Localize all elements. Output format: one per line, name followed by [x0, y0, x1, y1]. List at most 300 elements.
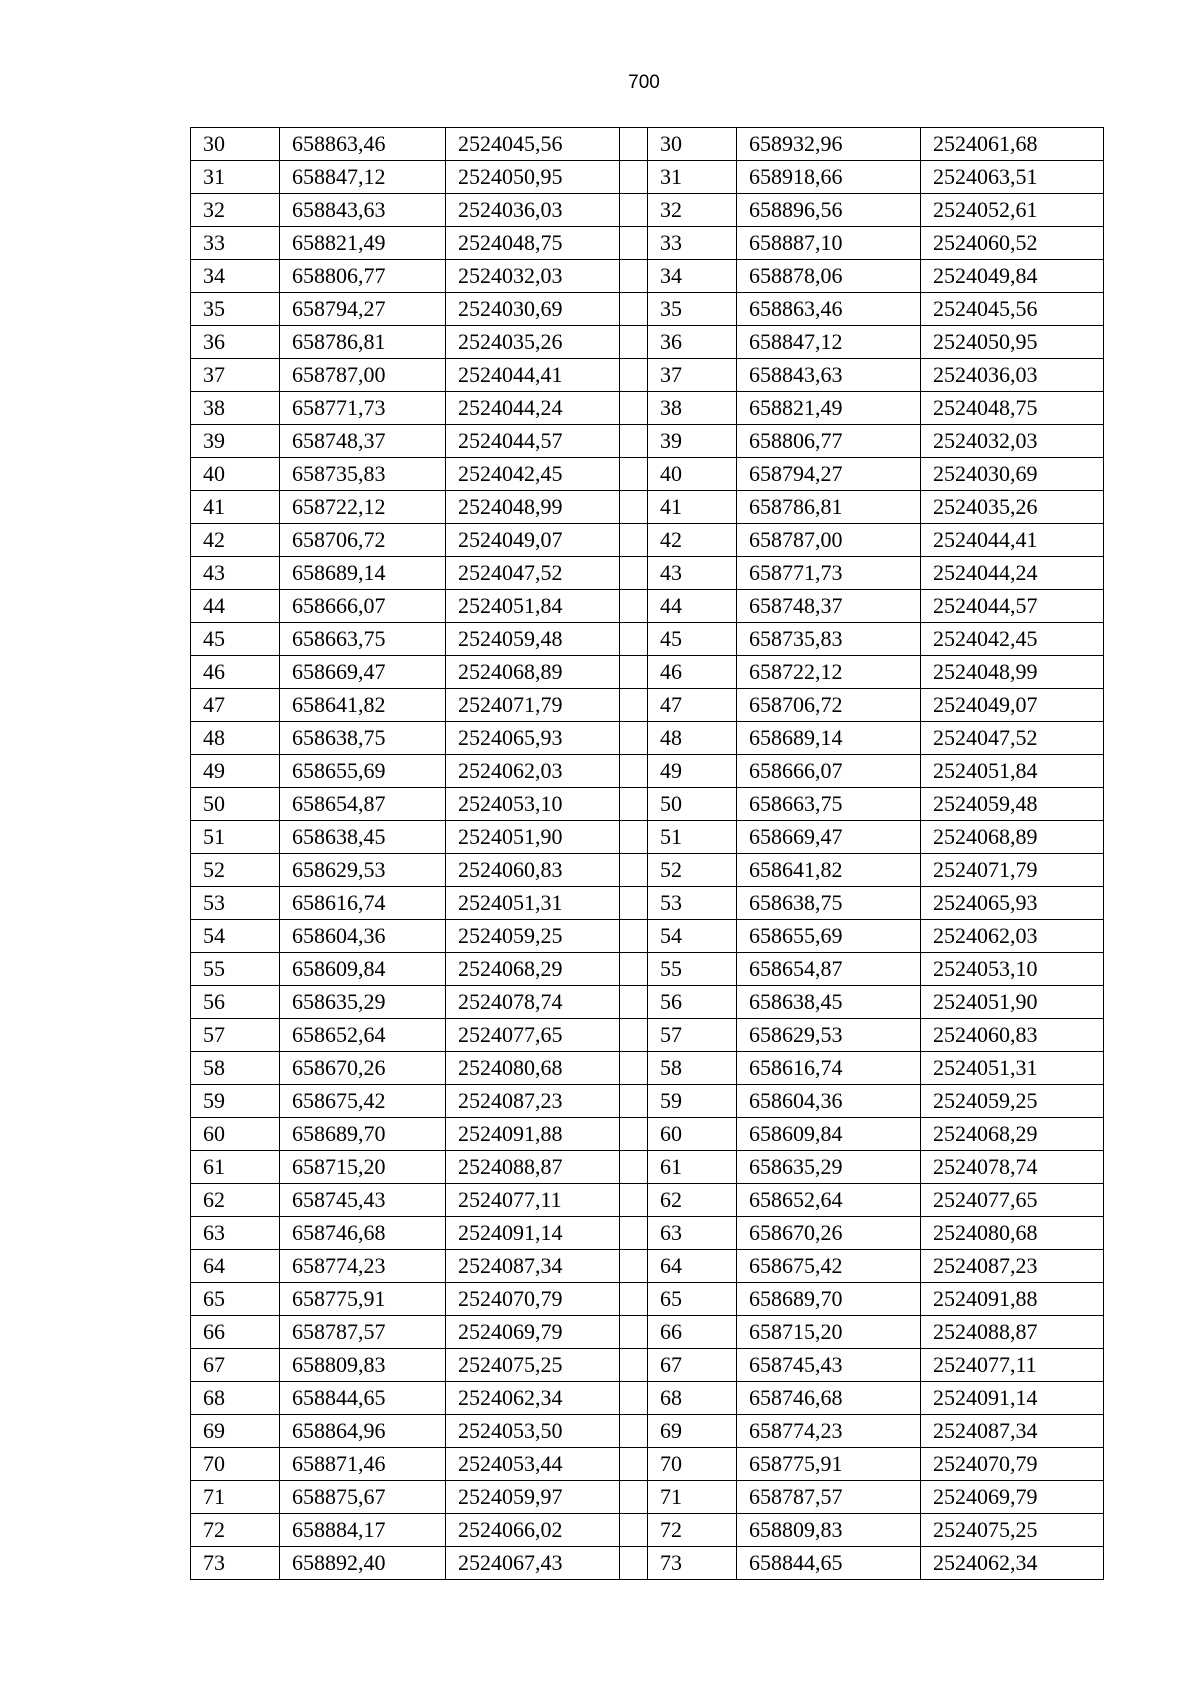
left-x-coordinate: 658864,96 [280, 1415, 446, 1448]
right-point-number: 32 [648, 194, 737, 227]
right-y-coordinate: 2524063,51 [921, 161, 1104, 194]
right-point-number: 62 [648, 1184, 737, 1217]
table-row [191, 1349, 1104, 1382]
left-x-coordinate: 658875,67 [280, 1481, 446, 1514]
left-y-coordinate: 2524062,03 [446, 755, 620, 788]
left-point-number: 50 [191, 788, 280, 821]
left-y-coordinate: 2524068,89 [446, 656, 620, 689]
left-x-coordinate: 658892,40 [280, 1547, 446, 1580]
right-x-coordinate: 658794,27 [737, 458, 921, 491]
table-row [191, 1217, 1104, 1250]
right-x-coordinate: 658806,77 [737, 425, 921, 458]
table-row [191, 458, 1104, 491]
left-x-coordinate: 658843,63 [280, 194, 446, 227]
right-point-number: 31 [648, 161, 737, 194]
right-point-number: 57 [648, 1019, 737, 1052]
table-row [191, 1448, 1104, 1481]
column-gap-cell [620, 1217, 648, 1250]
column-gap-cell [620, 425, 648, 458]
right-point-number: 66 [648, 1316, 737, 1349]
right-x-coordinate: 658878,06 [737, 260, 921, 293]
column-gap-cell [620, 887, 648, 920]
column-gap-cell [620, 491, 648, 524]
column-gap-cell [620, 1019, 648, 1052]
column-gap-cell [620, 260, 648, 293]
right-x-coordinate: 658735,83 [737, 623, 921, 656]
right-x-coordinate: 658663,75 [737, 788, 921, 821]
left-y-coordinate: 2524062,34 [446, 1382, 620, 1415]
right-x-coordinate: 658896,56 [737, 194, 921, 227]
left-point-number: 70 [191, 1448, 280, 1481]
right-x-coordinate: 658666,07 [737, 755, 921, 788]
table-row [191, 1085, 1104, 1118]
right-x-coordinate: 658774,23 [737, 1415, 921, 1448]
table-row [191, 491, 1104, 524]
left-point-number: 71 [191, 1481, 280, 1514]
table-row [191, 392, 1104, 425]
left-y-coordinate: 2524044,24 [446, 392, 620, 425]
left-y-coordinate: 2524091,14 [446, 1217, 620, 1250]
right-point-number: 38 [648, 392, 737, 425]
right-x-coordinate: 658775,91 [737, 1448, 921, 1481]
left-y-coordinate: 2524049,07 [446, 524, 620, 557]
right-y-coordinate: 2524068,89 [921, 821, 1104, 854]
right-y-coordinate: 2524065,93 [921, 887, 1104, 920]
left-point-number: 57 [191, 1019, 280, 1052]
right-point-number: 35 [648, 293, 737, 326]
left-y-coordinate: 2524051,31 [446, 887, 620, 920]
table-row [191, 1184, 1104, 1217]
table-row [191, 1283, 1104, 1316]
table-row [191, 1415, 1104, 1448]
left-point-number: 40 [191, 458, 280, 491]
right-point-number: 70 [648, 1448, 737, 1481]
right-point-number: 63 [648, 1217, 737, 1250]
right-y-coordinate: 2524042,45 [921, 623, 1104, 656]
left-y-coordinate: 2524030,69 [446, 293, 620, 326]
right-point-number: 43 [648, 557, 737, 590]
coordinates-table [190, 127, 1104, 1580]
left-y-coordinate: 2524047,52 [446, 557, 620, 590]
right-x-coordinate: 658887,10 [737, 227, 921, 260]
left-x-coordinate: 658638,75 [280, 722, 446, 755]
left-point-number: 56 [191, 986, 280, 1019]
right-x-coordinate: 658609,84 [737, 1118, 921, 1151]
left-point-number: 61 [191, 1151, 280, 1184]
column-gap-cell [620, 623, 648, 656]
right-point-number: 52 [648, 854, 737, 887]
left-point-number: 59 [191, 1085, 280, 1118]
left-y-coordinate: 2524088,87 [446, 1151, 620, 1184]
column-gap-cell [620, 1151, 648, 1184]
right-y-coordinate: 2524061,68 [921, 128, 1104, 161]
column-gap-cell [620, 1448, 648, 1481]
left-point-number: 35 [191, 293, 280, 326]
right-x-coordinate: 658722,12 [737, 656, 921, 689]
left-x-coordinate: 658787,57 [280, 1316, 446, 1349]
left-x-coordinate: 658748,37 [280, 425, 446, 458]
left-y-coordinate: 2524044,57 [446, 425, 620, 458]
table-row [191, 854, 1104, 887]
right-x-coordinate: 658847,12 [737, 326, 921, 359]
column-gap-cell [620, 953, 648, 986]
left-x-coordinate: 658666,07 [280, 590, 446, 623]
left-x-coordinate: 658787,00 [280, 359, 446, 392]
right-y-coordinate: 2524051,31 [921, 1052, 1104, 1085]
left-point-number: 62 [191, 1184, 280, 1217]
left-point-number: 46 [191, 656, 280, 689]
left-y-coordinate: 2524087,34 [446, 1250, 620, 1283]
left-y-coordinate: 2524077,65 [446, 1019, 620, 1052]
column-gap-cell [620, 986, 648, 1019]
right-x-coordinate: 658652,64 [737, 1184, 921, 1217]
column-gap-cell [620, 1547, 648, 1580]
table-row [191, 1151, 1104, 1184]
right-y-coordinate: 2524044,57 [921, 590, 1104, 623]
right-x-coordinate: 658689,70 [737, 1283, 921, 1316]
right-x-coordinate: 658715,20 [737, 1316, 921, 1349]
right-point-number: 67 [648, 1349, 737, 1382]
left-point-number: 54 [191, 920, 280, 953]
table-row [191, 1481, 1104, 1514]
column-gap-cell [620, 458, 648, 491]
right-x-coordinate: 658787,57 [737, 1481, 921, 1514]
table-row [191, 1118, 1104, 1151]
column-gap-cell [620, 1085, 648, 1118]
column-gap-cell [620, 1283, 648, 1316]
right-y-coordinate: 2524077,11 [921, 1349, 1104, 1382]
left-x-coordinate: 658821,49 [280, 227, 446, 260]
page-number: 700 [628, 72, 660, 93]
left-x-coordinate: 658775,91 [280, 1283, 446, 1316]
right-point-number: 45 [648, 623, 737, 656]
table-row [191, 887, 1104, 920]
left-y-coordinate: 2524045,56 [446, 128, 620, 161]
right-x-coordinate: 658669,47 [737, 821, 921, 854]
left-x-coordinate: 658654,87 [280, 788, 446, 821]
right-point-number: 36 [648, 326, 737, 359]
left-point-number: 38 [191, 392, 280, 425]
table-row [191, 1514, 1104, 1547]
table-row [191, 623, 1104, 656]
right-point-number: 72 [648, 1514, 737, 1547]
left-x-coordinate: 658663,75 [280, 623, 446, 656]
table-row [191, 524, 1104, 557]
left-x-coordinate: 658806,77 [280, 260, 446, 293]
left-y-coordinate: 2524087,23 [446, 1085, 620, 1118]
right-x-coordinate: 658638,75 [737, 887, 921, 920]
right-y-coordinate: 2524044,24 [921, 557, 1104, 590]
left-point-number: 33 [191, 227, 280, 260]
right-y-coordinate: 2524032,03 [921, 425, 1104, 458]
right-x-coordinate: 658787,00 [737, 524, 921, 557]
right-point-number: 46 [648, 656, 737, 689]
right-y-coordinate: 2524078,74 [921, 1151, 1104, 1184]
right-y-coordinate: 2524048,99 [921, 656, 1104, 689]
left-y-coordinate: 2524068,29 [446, 953, 620, 986]
left-y-coordinate: 2524059,48 [446, 623, 620, 656]
left-x-coordinate: 658669,47 [280, 656, 446, 689]
right-y-coordinate: 2524051,84 [921, 755, 1104, 788]
left-x-coordinate: 658844,65 [280, 1382, 446, 1415]
right-x-coordinate: 658604,36 [737, 1085, 921, 1118]
right-point-number: 41 [648, 491, 737, 524]
right-y-coordinate: 2524060,52 [921, 227, 1104, 260]
right-point-number: 59 [648, 1085, 737, 1118]
left-x-coordinate: 658745,43 [280, 1184, 446, 1217]
left-y-coordinate: 2524059,25 [446, 920, 620, 953]
left-point-number: 44 [191, 590, 280, 623]
left-x-coordinate: 658786,81 [280, 326, 446, 359]
table-row [191, 293, 1104, 326]
column-gap-cell [620, 920, 648, 953]
left-point-number: 42 [191, 524, 280, 557]
left-point-number: 53 [191, 887, 280, 920]
left-point-number: 68 [191, 1382, 280, 1415]
right-point-number: 42 [648, 524, 737, 557]
left-point-number: 48 [191, 722, 280, 755]
table-row [191, 227, 1104, 260]
column-gap-cell [620, 1382, 648, 1415]
left-point-number: 60 [191, 1118, 280, 1151]
table-row [191, 788, 1104, 821]
right-point-number: 39 [648, 425, 737, 458]
right-y-coordinate: 2524053,10 [921, 953, 1104, 986]
column-gap-cell [620, 1349, 648, 1382]
column-gap-cell [620, 161, 648, 194]
right-y-coordinate: 2524068,29 [921, 1118, 1104, 1151]
left-x-coordinate: 658847,12 [280, 161, 446, 194]
right-y-coordinate: 2524069,79 [921, 1481, 1104, 1514]
column-gap-cell [620, 854, 648, 887]
table-row [191, 953, 1104, 986]
table-row [191, 722, 1104, 755]
right-x-coordinate: 658844,65 [737, 1547, 921, 1580]
left-point-number: 64 [191, 1250, 280, 1283]
right-x-coordinate: 658786,81 [737, 491, 921, 524]
left-x-coordinate: 658871,46 [280, 1448, 446, 1481]
right-point-number: 37 [648, 359, 737, 392]
right-x-coordinate: 658809,83 [737, 1514, 921, 1547]
left-x-coordinate: 658604,36 [280, 920, 446, 953]
left-y-coordinate: 2524059,97 [446, 1481, 620, 1514]
left-x-coordinate: 658735,83 [280, 458, 446, 491]
left-y-coordinate: 2524048,99 [446, 491, 620, 524]
right-point-number: 55 [648, 953, 737, 986]
left-x-coordinate: 658629,53 [280, 854, 446, 887]
left-point-number: 73 [191, 1547, 280, 1580]
left-y-coordinate: 2524053,50 [446, 1415, 620, 1448]
left-point-number: 55 [191, 953, 280, 986]
left-y-coordinate: 2524065,93 [446, 722, 620, 755]
table-row [191, 755, 1104, 788]
left-x-coordinate: 658655,69 [280, 755, 446, 788]
left-x-coordinate: 658715,20 [280, 1151, 446, 1184]
left-point-number: 51 [191, 821, 280, 854]
right-y-coordinate: 2524036,03 [921, 359, 1104, 392]
right-x-coordinate: 658745,43 [737, 1349, 921, 1382]
left-y-coordinate: 2524053,10 [446, 788, 620, 821]
right-y-coordinate: 2524087,34 [921, 1415, 1104, 1448]
table-row [191, 986, 1104, 1019]
table-row [191, 821, 1104, 854]
right-y-coordinate: 2524060,83 [921, 1019, 1104, 1052]
right-point-number: 34 [648, 260, 737, 293]
table-row [191, 161, 1104, 194]
right-x-coordinate: 658670,26 [737, 1217, 921, 1250]
right-y-coordinate: 2524059,48 [921, 788, 1104, 821]
column-gap-cell [620, 1250, 648, 1283]
column-gap-cell [620, 194, 648, 227]
table-row [191, 689, 1104, 722]
right-point-number: 68 [648, 1382, 737, 1415]
left-point-number: 72 [191, 1514, 280, 1547]
column-gap-cell [620, 524, 648, 557]
left-y-coordinate: 2524077,11 [446, 1184, 620, 1217]
right-x-coordinate: 658918,66 [737, 161, 921, 194]
left-point-number: 32 [191, 194, 280, 227]
left-y-coordinate: 2524067,43 [446, 1547, 620, 1580]
left-point-number: 66 [191, 1316, 280, 1349]
right-y-coordinate: 2524047,52 [921, 722, 1104, 755]
left-x-coordinate: 658689,70 [280, 1118, 446, 1151]
right-x-coordinate: 658689,14 [737, 722, 921, 755]
left-x-coordinate: 658609,84 [280, 953, 446, 986]
left-y-coordinate: 2524075,25 [446, 1349, 620, 1382]
left-y-coordinate: 2524048,75 [446, 227, 620, 260]
right-x-coordinate: 658641,82 [737, 854, 921, 887]
right-x-coordinate: 658863,46 [737, 293, 921, 326]
left-point-number: 37 [191, 359, 280, 392]
left-x-coordinate: 658809,83 [280, 1349, 446, 1382]
left-x-coordinate: 658884,17 [280, 1514, 446, 1547]
right-point-number: 48 [648, 722, 737, 755]
column-gap-cell [620, 1184, 648, 1217]
right-point-number: 53 [648, 887, 737, 920]
table-row [191, 1382, 1104, 1415]
left-y-coordinate: 2524080,68 [446, 1052, 620, 1085]
left-x-coordinate: 658652,64 [280, 1019, 446, 1052]
right-x-coordinate: 658746,68 [737, 1382, 921, 1415]
right-y-coordinate: 2524077,65 [921, 1184, 1104, 1217]
column-gap-cell [620, 1316, 648, 1349]
left-y-coordinate: 2524091,88 [446, 1118, 620, 1151]
column-gap-cell [620, 326, 648, 359]
column-gap-cell [620, 557, 648, 590]
right-y-coordinate: 2524052,61 [921, 194, 1104, 227]
left-y-coordinate: 2524035,26 [446, 326, 620, 359]
right-y-coordinate: 2524050,95 [921, 326, 1104, 359]
table-row [191, 1250, 1104, 1283]
right-y-coordinate: 2524091,14 [921, 1382, 1104, 1415]
right-point-number: 50 [648, 788, 737, 821]
left-point-number: 34 [191, 260, 280, 293]
table-row [191, 128, 1104, 161]
left-x-coordinate: 658706,72 [280, 524, 446, 557]
right-x-coordinate: 658706,72 [737, 689, 921, 722]
left-point-number: 49 [191, 755, 280, 788]
right-y-coordinate: 2524048,75 [921, 392, 1104, 425]
left-x-coordinate: 658794,27 [280, 293, 446, 326]
right-point-number: 56 [648, 986, 737, 1019]
column-gap-cell [620, 1481, 648, 1514]
table-row [191, 557, 1104, 590]
left-point-number: 69 [191, 1415, 280, 1448]
column-gap-cell [620, 590, 648, 623]
right-point-number: 44 [648, 590, 737, 623]
right-x-coordinate: 658629,53 [737, 1019, 921, 1052]
column-gap-cell [620, 128, 648, 161]
right-x-coordinate: 658675,42 [737, 1250, 921, 1283]
right-y-coordinate: 2524071,79 [921, 854, 1104, 887]
left-y-coordinate: 2524032,03 [446, 260, 620, 293]
left-x-coordinate: 658771,73 [280, 392, 446, 425]
table-row [191, 656, 1104, 689]
right-x-coordinate: 658843,63 [737, 359, 921, 392]
right-point-number: 61 [648, 1151, 737, 1184]
right-y-coordinate: 2524075,25 [921, 1514, 1104, 1547]
left-x-coordinate: 658641,82 [280, 689, 446, 722]
column-gap-cell [620, 656, 648, 689]
column-gap-cell [620, 359, 648, 392]
table-row [191, 1052, 1104, 1085]
table-row [191, 1316, 1104, 1349]
column-gap-cell [620, 788, 648, 821]
right-point-number: 58 [648, 1052, 737, 1085]
left-point-number: 30 [191, 128, 280, 161]
table-row [191, 1019, 1104, 1052]
left-y-coordinate: 2524066,02 [446, 1514, 620, 1547]
right-point-number: 65 [648, 1283, 737, 1316]
left-point-number: 65 [191, 1283, 280, 1316]
left-point-number: 52 [191, 854, 280, 887]
left-y-coordinate: 2524050,95 [446, 161, 620, 194]
table-row [191, 359, 1104, 392]
left-y-coordinate: 2524071,79 [446, 689, 620, 722]
right-y-coordinate: 2524045,56 [921, 293, 1104, 326]
right-y-coordinate: 2524035,26 [921, 491, 1104, 524]
left-point-number: 41 [191, 491, 280, 524]
right-y-coordinate: 2524062,03 [921, 920, 1104, 953]
left-x-coordinate: 658774,23 [280, 1250, 446, 1283]
right-x-coordinate: 658655,69 [737, 920, 921, 953]
right-point-number: 60 [648, 1118, 737, 1151]
column-gap-cell [620, 755, 648, 788]
right-point-number: 69 [648, 1415, 737, 1448]
right-point-number: 47 [648, 689, 737, 722]
left-x-coordinate: 658675,42 [280, 1085, 446, 1118]
left-x-coordinate: 658722,12 [280, 491, 446, 524]
left-point-number: 63 [191, 1217, 280, 1250]
right-x-coordinate: 658748,37 [737, 590, 921, 623]
right-y-coordinate: 2524088,87 [921, 1316, 1104, 1349]
column-gap-cell [620, 689, 648, 722]
column-gap-cell [620, 1118, 648, 1151]
left-point-number: 67 [191, 1349, 280, 1382]
right-y-coordinate: 2524049,84 [921, 260, 1104, 293]
left-x-coordinate: 658635,29 [280, 986, 446, 1019]
left-y-coordinate: 2524078,74 [446, 986, 620, 1019]
left-point-number: 39 [191, 425, 280, 458]
table-row [191, 1547, 1104, 1580]
column-gap-cell [620, 1052, 648, 1085]
right-y-coordinate: 2524059,25 [921, 1085, 1104, 1118]
table-row [191, 194, 1104, 227]
left-y-coordinate: 2524053,44 [446, 1448, 620, 1481]
left-x-coordinate: 658863,46 [280, 128, 446, 161]
right-x-coordinate: 658654,87 [737, 953, 921, 986]
column-gap-cell [620, 392, 648, 425]
